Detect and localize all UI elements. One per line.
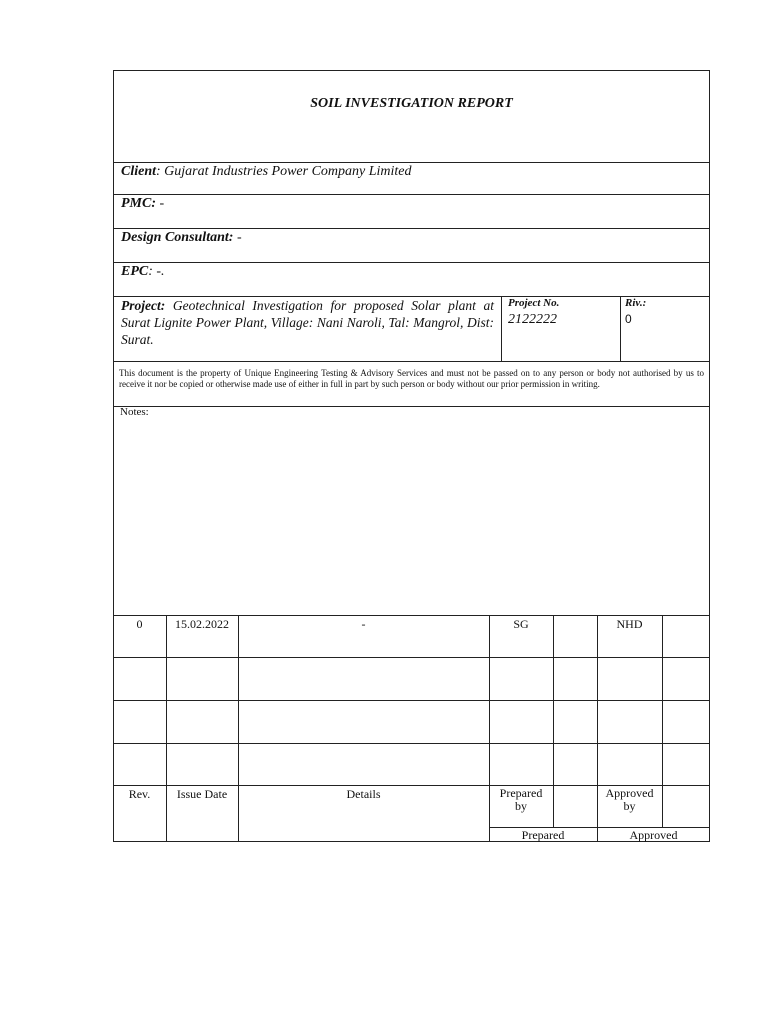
table-header-approved-by bbox=[597, 787, 662, 813]
divider-line bbox=[113, 194, 710, 195]
table-header-details: Details bbox=[346, 787, 381, 801]
pmc-field bbox=[121, 196, 164, 212]
divider-line bbox=[113, 361, 710, 362]
table-line bbox=[113, 743, 710, 744]
notes-label: Notes: bbox=[120, 406, 149, 418]
table-line bbox=[113, 700, 710, 701]
divider-line bbox=[113, 162, 710, 163]
divider-line bbox=[113, 228, 710, 229]
divider-line bbox=[501, 296, 502, 361]
project-value: Geotechnical Investigation for proposed Solar plant at Surat Lignite Power Plant, Village: Nani Naroli, Tal: Mangrol, Dist: Surat. bbox=[121, 298, 494, 347]
client-field bbox=[121, 164, 412, 180]
approved-by-line2: by bbox=[623, 799, 636, 813]
table-cell-prepared-by: SG bbox=[513, 617, 529, 631]
design-consultant-label: Design Consultant: bbox=[121, 230, 234, 245]
table-cell-approved-by: NHD bbox=[616, 617, 643, 631]
report-title: SOIL INVESTIGATION REPORT bbox=[310, 96, 513, 111]
table-line bbox=[113, 657, 710, 658]
table-line bbox=[662, 615, 663, 827]
riv-label: Riv.: bbox=[625, 297, 647, 309]
pmc-label: PMC: bbox=[121, 196, 156, 211]
epc-field bbox=[121, 264, 165, 280]
table-header-rev: Rev. bbox=[128, 787, 151, 801]
divider-line bbox=[113, 262, 710, 263]
prepared-by-line2: by bbox=[515, 799, 527, 813]
project-label: Project: bbox=[121, 298, 166, 313]
table-header-prepared-by bbox=[489, 787, 553, 813]
disclaimer-text: This document is the property of Unique Engineering Testing & Advisory Services and must not be passed on to any person or body not authorised by us to receive it nor be copied or otherwise made use of either in full in part by such person or body without our prior permission in writing. bbox=[119, 368, 704, 389]
table-line bbox=[113, 615, 710, 616]
epc-label: EPC bbox=[121, 264, 149, 279]
table-cell-details: - bbox=[361, 617, 366, 631]
table-footer-prepared: Prepared bbox=[521, 828, 565, 842]
project-no-label: Project No. bbox=[508, 297, 560, 309]
approved-by-line1: Approved bbox=[605, 786, 654, 800]
table-cell-issue-date: 15.02.2022 bbox=[175, 617, 229, 631]
pmc-value: - bbox=[156, 196, 165, 211]
table-line bbox=[166, 615, 167, 842]
divider-line bbox=[113, 406, 710, 407]
epc-value: : -. bbox=[148, 264, 165, 279]
client-label: Client bbox=[121, 164, 157, 179]
project-field bbox=[121, 297, 494, 348]
table-line bbox=[238, 615, 239, 842]
client-value: : Gujarat Industries Power Company Limited bbox=[156, 164, 412, 179]
table-header-issue-date: Issue Date bbox=[176, 787, 228, 801]
project-no-value: 2122222 bbox=[508, 312, 557, 327]
design-consultant-value: - bbox=[233, 230, 242, 245]
table-cell-rev: 0 bbox=[136, 617, 143, 631]
table-footer-approved: Approved bbox=[629, 828, 678, 842]
riv-value: 0 bbox=[625, 312, 632, 326]
prepared-by-line1: Prepared bbox=[499, 786, 543, 800]
divider-line bbox=[620, 296, 621, 361]
design-consultant-field bbox=[121, 230, 242, 246]
report-frame bbox=[113, 70, 710, 842]
table-line bbox=[553, 615, 554, 827]
